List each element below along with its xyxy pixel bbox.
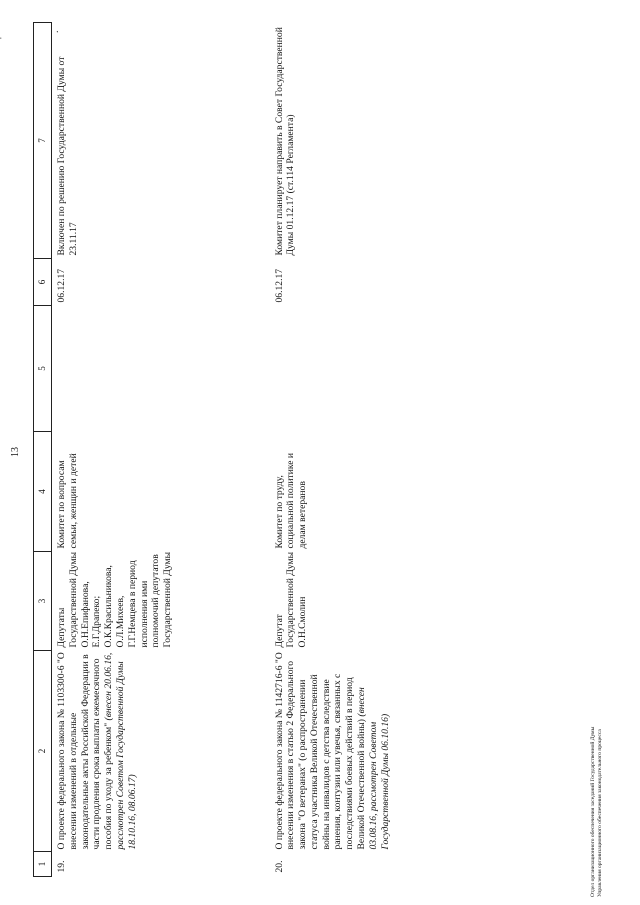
bills-table bbox=[33, 22, 391, 877]
col-header-3: 3 bbox=[34, 552, 52, 651]
row-number: 19. bbox=[56, 860, 67, 873]
header-row bbox=[34, 23, 52, 877]
table-row bbox=[267, 23, 392, 877]
bill-authors: Депутат Государственной Думы О.Н.Смолин bbox=[273, 551, 309, 648]
bill-description bbox=[267, 651, 392, 852]
status-note: Включен по решению Государственной Думы от 23.11.17 bbox=[56, 56, 79, 256]
col-header-6: 6 bbox=[34, 259, 52, 306]
row-number: 20. bbox=[273, 860, 285, 873]
col-header-4: 4 bbox=[34, 432, 52, 552]
responsible-committee: Комитет по вопросам семьи, женщин и детей bbox=[56, 453, 79, 549]
date-cell: 06.12.17 bbox=[56, 268, 67, 303]
bill-title: О проекте федерального закона № 1103300-6 "О внесении изменений в отдельные законодательные акты Российской Федерации в части продления срока выплаты ежемесячного пособия по уходу за ребенком" bbox=[56, 652, 115, 850]
col-header-5: 5 bbox=[34, 306, 52, 432]
date-cell: 06.12.17 bbox=[273, 268, 285, 303]
bill-note: (внесен 20.06.16, рассмотрен Советом Государственной Думы 18.10.16, 08.06.17) bbox=[103, 652, 138, 850]
scan-speck bbox=[0, 37, 9, 39]
bill-title: О проекте федерального закона № 1142716-6 "О внесении изменения в статью 2 Федерального закона "О ветеранах" (о распространении статуса участника Великой Отечественной войны на инвалидов с детства вследствие ранения, контузии или увечья, связанных с последствиями боевых действий в период Великой Отечественной войны) bbox=[273, 652, 368, 850]
footer-line: Отдел организационного обеспечения заседаний Государственной Думы bbox=[590, 726, 596, 897]
status-note: Комитет планирует направить в Совет Государственной Думы 01.12.17 (ст.114 Регламента) bbox=[273, 27, 297, 256]
bill-authors: Депутаты Государственной Думы О.Н.Епифанова, Е.Г.Драпеко; О.К.Красильникова, О.Л.Михеев, Г.Г.Немцева в период исполнения ими полномочий депутатов Государственной Думы bbox=[56, 551, 174, 648]
page-number: 13 bbox=[10, 447, 21, 457]
bill-note: (внесен 03.08.16, рассмотрен Советом Государственной Думы 06.10.16) bbox=[356, 687, 391, 850]
col-header-2: 2 bbox=[34, 651, 52, 852]
column-5-cell bbox=[267, 306, 392, 432]
col-header-1: 1 bbox=[34, 852, 52, 877]
responsible-committee: Комитет по труду, социальной политике и делам ветеранов bbox=[273, 452, 309, 549]
column-5-cell bbox=[52, 306, 267, 432]
bill-description bbox=[52, 651, 267, 852]
scan-speck: . bbox=[50, 30, 61, 33]
footer bbox=[590, 727, 604, 897]
col-header-7: 7 bbox=[34, 23, 52, 259]
footer-line: Управления организационного обеспечения законодательного процесса bbox=[597, 729, 603, 897]
table-row bbox=[52, 23, 267, 877]
